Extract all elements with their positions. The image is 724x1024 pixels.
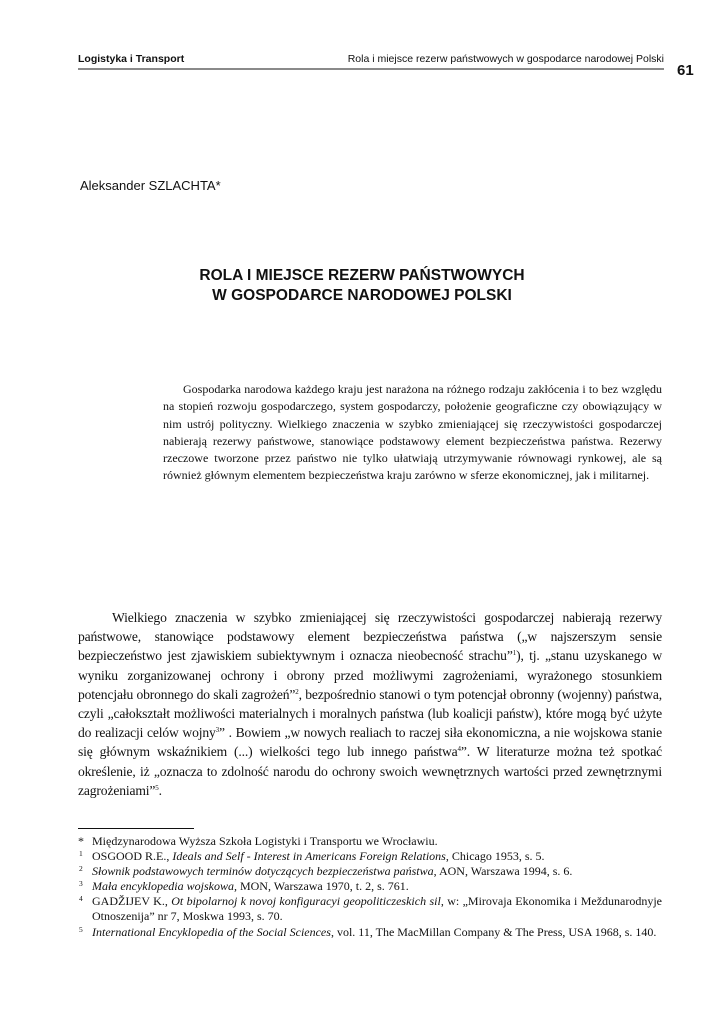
body-text-segment: ” . Bowiem „w nowych realiach to raczej siła ekonomiczna, a nie wojskowa stanie się głównym wskaźnikiem (...) wielkości tego lub innego państwa: [78, 725, 662, 760]
footnote-text: , w: „Mirovaja Ekonomika i Meždunarodnyje Otnoszenija” nr 7, Moskwa 1993, s. 70.: [92, 894, 662, 924]
footnote-ref-5: 5: [155, 783, 159, 792]
footnote-3: [78, 879, 662, 894]
running-title: Rola i miejsce rezerw państwowych w gospodarce narodowej Polski: [347, 53, 664, 65]
running-header: [78, 53, 664, 70]
footnote-work-title: Słownik podstawowych terminów dotyczących bezpieczeństwa państwa: [92, 864, 434, 879]
footnote-text: , vol. 11, The MacMillan Company & The Press, USA 1968, s. 140.: [330, 924, 657, 939]
footnote-mark: *: [78, 834, 84, 848]
footnote-text: GADŽIJEV K.,: [92, 894, 172, 909]
body-text-segment: , bezpośrednio stanowi o tym potencjał obronny (wojenny) państwa, czyli „całokształt możliwości materialnych i moralnych państwa (lub koalicji państw), które mogą być użyte do realizacji celów wojny: [78, 686, 662, 741]
footnote-text: OSGOOD R.E.,: [92, 849, 173, 864]
footnote-4: [78, 894, 662, 924]
abstract: Gospodarka narodowa każdego kraju jest narażona na różnego rodzaju zakłócenia i to bez względu na stopień rozwoju gospodarczego, system gospodarczy, położenie geograficzne czy obowiązujący w nim ustrój polityczny. Wielkiego znaczenia w szybko zmieniającej się rzeczywistości gospodarczej nabierają rezerwy państwowe, stanowiące podstawowy element bezpieczeństwa państwa. Rezerwy rzeczowe tworzone przez państwo nie tylko ułatwiają utrzymywanie równowagi rynkowej, ale są również głównym elementem bezpieczeństwa kraju zarówno w sferze ekonomicznej, jak i militarnej.: [163, 382, 662, 483]
footnote-ref-2: 2: [295, 687, 299, 696]
footnote-work-title: International Encyklopedia of the Social Sciences: [92, 924, 331, 939]
footnote-work-title: Mała encyklopedia wojskowa,: [92, 879, 237, 894]
footnote-mark: 4: [79, 894, 83, 904]
footnote-mark: 5: [79, 924, 83, 934]
footnote-text: Międzynarodowa Wyższa Szkoła Logistyki i Transportu we Wrocławiu.: [92, 834, 438, 848]
page-number: 61: [677, 62, 694, 79]
author: Aleksander SZLACHTA*: [80, 178, 221, 193]
footnote-separator: [78, 828, 194, 829]
footnotes: [78, 834, 662, 940]
footnote-text: , Chicago 1953, s. 5.: [445, 849, 545, 864]
journal-name: Logistyka i Transport: [78, 53, 185, 65]
footnote-1: [78, 849, 662, 864]
footnote-affiliation: [78, 834, 662, 849]
footnote-work-title: Ideals and Self - Interest in Americans Foreign Relations: [172, 849, 446, 864]
footnote-text: MON, Warszawa 1970, t. 2, s. 761.: [236, 879, 409, 894]
footnote-text: , AON, Warszawa 1994, s. 6.: [433, 864, 573, 879]
footnote-ref-1: 1: [512, 649, 517, 658]
footnote-mark: 3: [79, 879, 83, 889]
footnote-5: [78, 925, 662, 940]
title-line-1: ROLA I MIEJSCE REZERW PAŃSTWOWYCH: [199, 267, 525, 284]
article-title: [80, 266, 644, 306]
title-line-2: W GOSPODARCE NARODOWEJ POLSKI: [212, 287, 512, 304]
body-text-segment: ), tj. „stanu uzyskanego w wyniku zorganizowanej ochrony i obrony przed możliwymi zagrożeniami, wyrażonego stosunkiem potencjału obronnego do skali zagrożeń”: [78, 648, 662, 702]
footnote-ref-4: 4: [457, 745, 461, 754]
footnote-mark: 2: [79, 864, 83, 874]
footnote-work-title: Ot bipolarnoj k novoj konfiguracyi geopoliticzeskich sil: [171, 894, 441, 909]
footnote-ref-3: 3: [215, 726, 220, 735]
footnote-2: [78, 864, 662, 879]
body-paragraph: [78, 608, 662, 800]
body-text-segment: Wielkiego znaczenia w szybko zmieniającej się rzeczywistości gospodarczej nabierają rezerwy państwowe, stanowiące podstawowy element bezpieczeństwa państwa („w najszerszym sensie bezpieczeństwo jest zjawiskiem subiektywnym i oznacza nieobecność strachu”: [78, 610, 662, 664]
body-text-segment: ”. W literaturze można też spotkać określenie, iż „oznacza to zdolność narodu do ochrony swoich wewnętrznych wartości przed zewnętrznymi zagrożeniami”: [78, 744, 662, 798]
body-text-segment: .: [158, 782, 162, 798]
footnote-mark: 1: [79, 849, 83, 859]
